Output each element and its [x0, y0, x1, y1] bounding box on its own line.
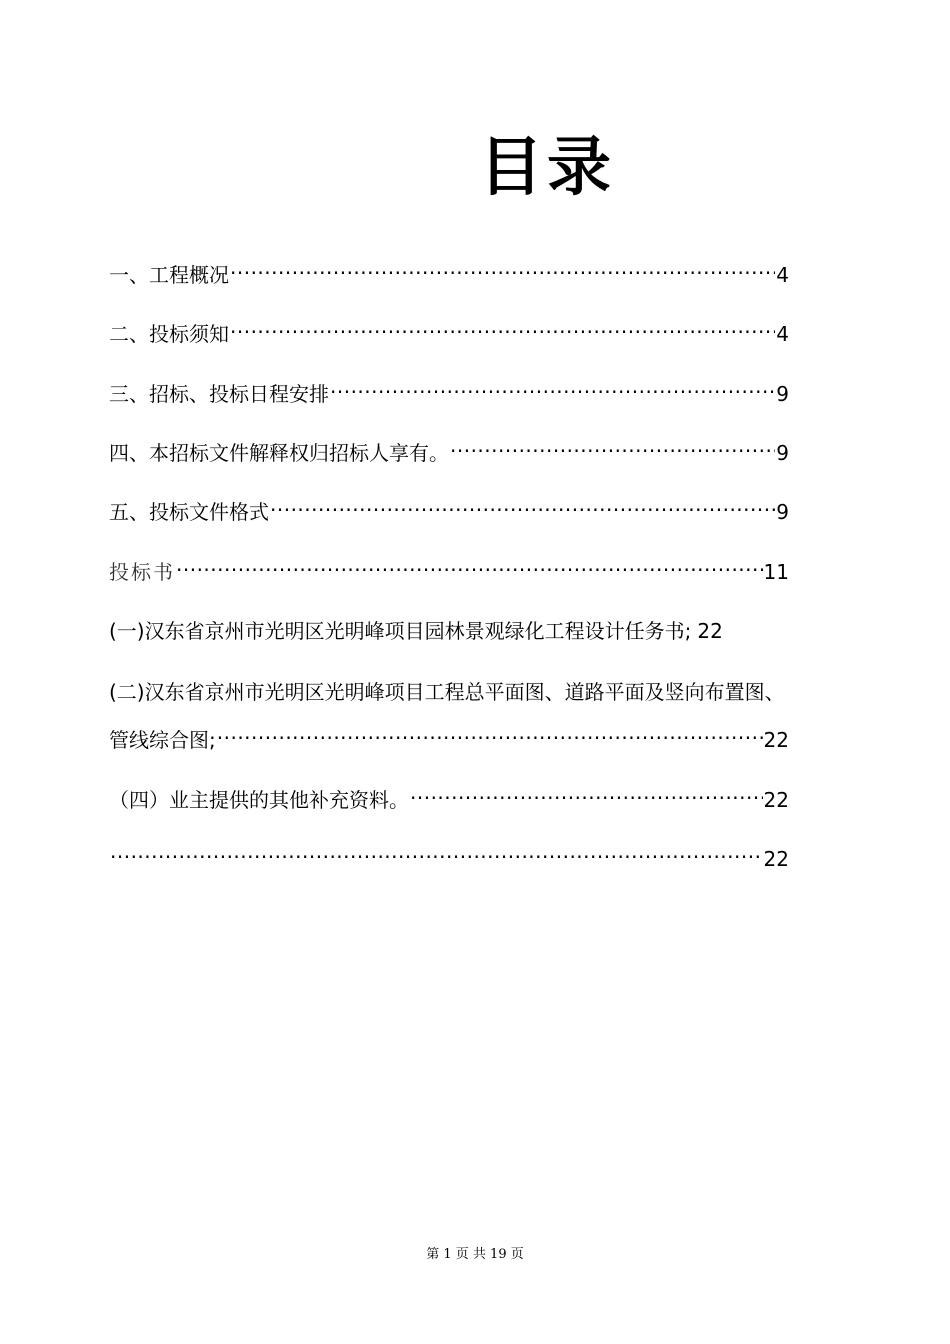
dot-leader: [330, 379, 775, 401]
toc-entry-label: 三、招标、投标日程安排: [109, 382, 329, 406]
toc-entry-page: 4: [776, 322, 789, 346]
toc-entry-page: 22: [763, 847, 789, 871]
toc-entry-page: 9: [776, 441, 789, 465]
toc-entry-label: 二、投标须知: [109, 322, 229, 346]
dot-leader: [110, 844, 763, 866]
toc-entry-label: 管线综合图;: [109, 728, 216, 752]
page-title: 目录: [479, 131, 615, 205]
toc-entry-page: 22: [697, 619, 723, 643]
dot-leader: [176, 557, 763, 579]
toc-entry-8[interactable]: [109, 725, 789, 755]
toc-entry-page: 4: [776, 263, 789, 287]
toc-entry-4[interactable]: [109, 438, 789, 468]
toc-entry-label: 一、工程概况: [109, 263, 229, 287]
toc-entry-8-line-1[interactable]: (二)汉东省京州市光明区光明峰项目工程总平面图、道路平面及竖向布置图、: [109, 680, 785, 704]
toc-entry-3[interactable]: [109, 379, 789, 409]
dot-leader: [270, 497, 775, 519]
toc-entry-page: 9: [776, 382, 789, 406]
toc-entry-page: 22: [763, 728, 789, 752]
toc-entry-page: 22: [763, 788, 789, 812]
dot-leader: [450, 438, 775, 460]
toc-entry-1[interactable]: [109, 260, 789, 290]
dot-leader: [230, 260, 775, 282]
toc-entry-label: (一)汉东省京州市光明区光明峰项目园林景观绿化工程设计任务书;: [109, 619, 692, 643]
toc-entry-label: （四）业主提供的其他补充资料。: [109, 788, 409, 812]
dot-leader: [217, 725, 763, 747]
toc-entry-page: 9: [776, 500, 789, 524]
toc-entry-page: 11: [763, 560, 789, 584]
toc-entry-6[interactable]: [109, 557, 789, 587]
toc-entry-2[interactable]: [109, 319, 789, 349]
toc-entry-7[interactable]: [109, 616, 799, 646]
toc-entry-label: 五、投标文件格式: [109, 500, 269, 524]
dot-leader: [230, 319, 775, 341]
dot-leader: [410, 785, 763, 807]
page-footer: 第 1 页 共 19 页: [426, 1247, 524, 1262]
toc-entry-label: 投标书: [109, 560, 175, 584]
toc-entry-10[interactable]: [109, 844, 789, 874]
toc-entry-label: 四、本招标文件解释权归招标人享有。: [109, 441, 449, 465]
toc-entry-5[interactable]: [109, 497, 789, 527]
toc-entry-9[interactable]: [109, 785, 789, 815]
